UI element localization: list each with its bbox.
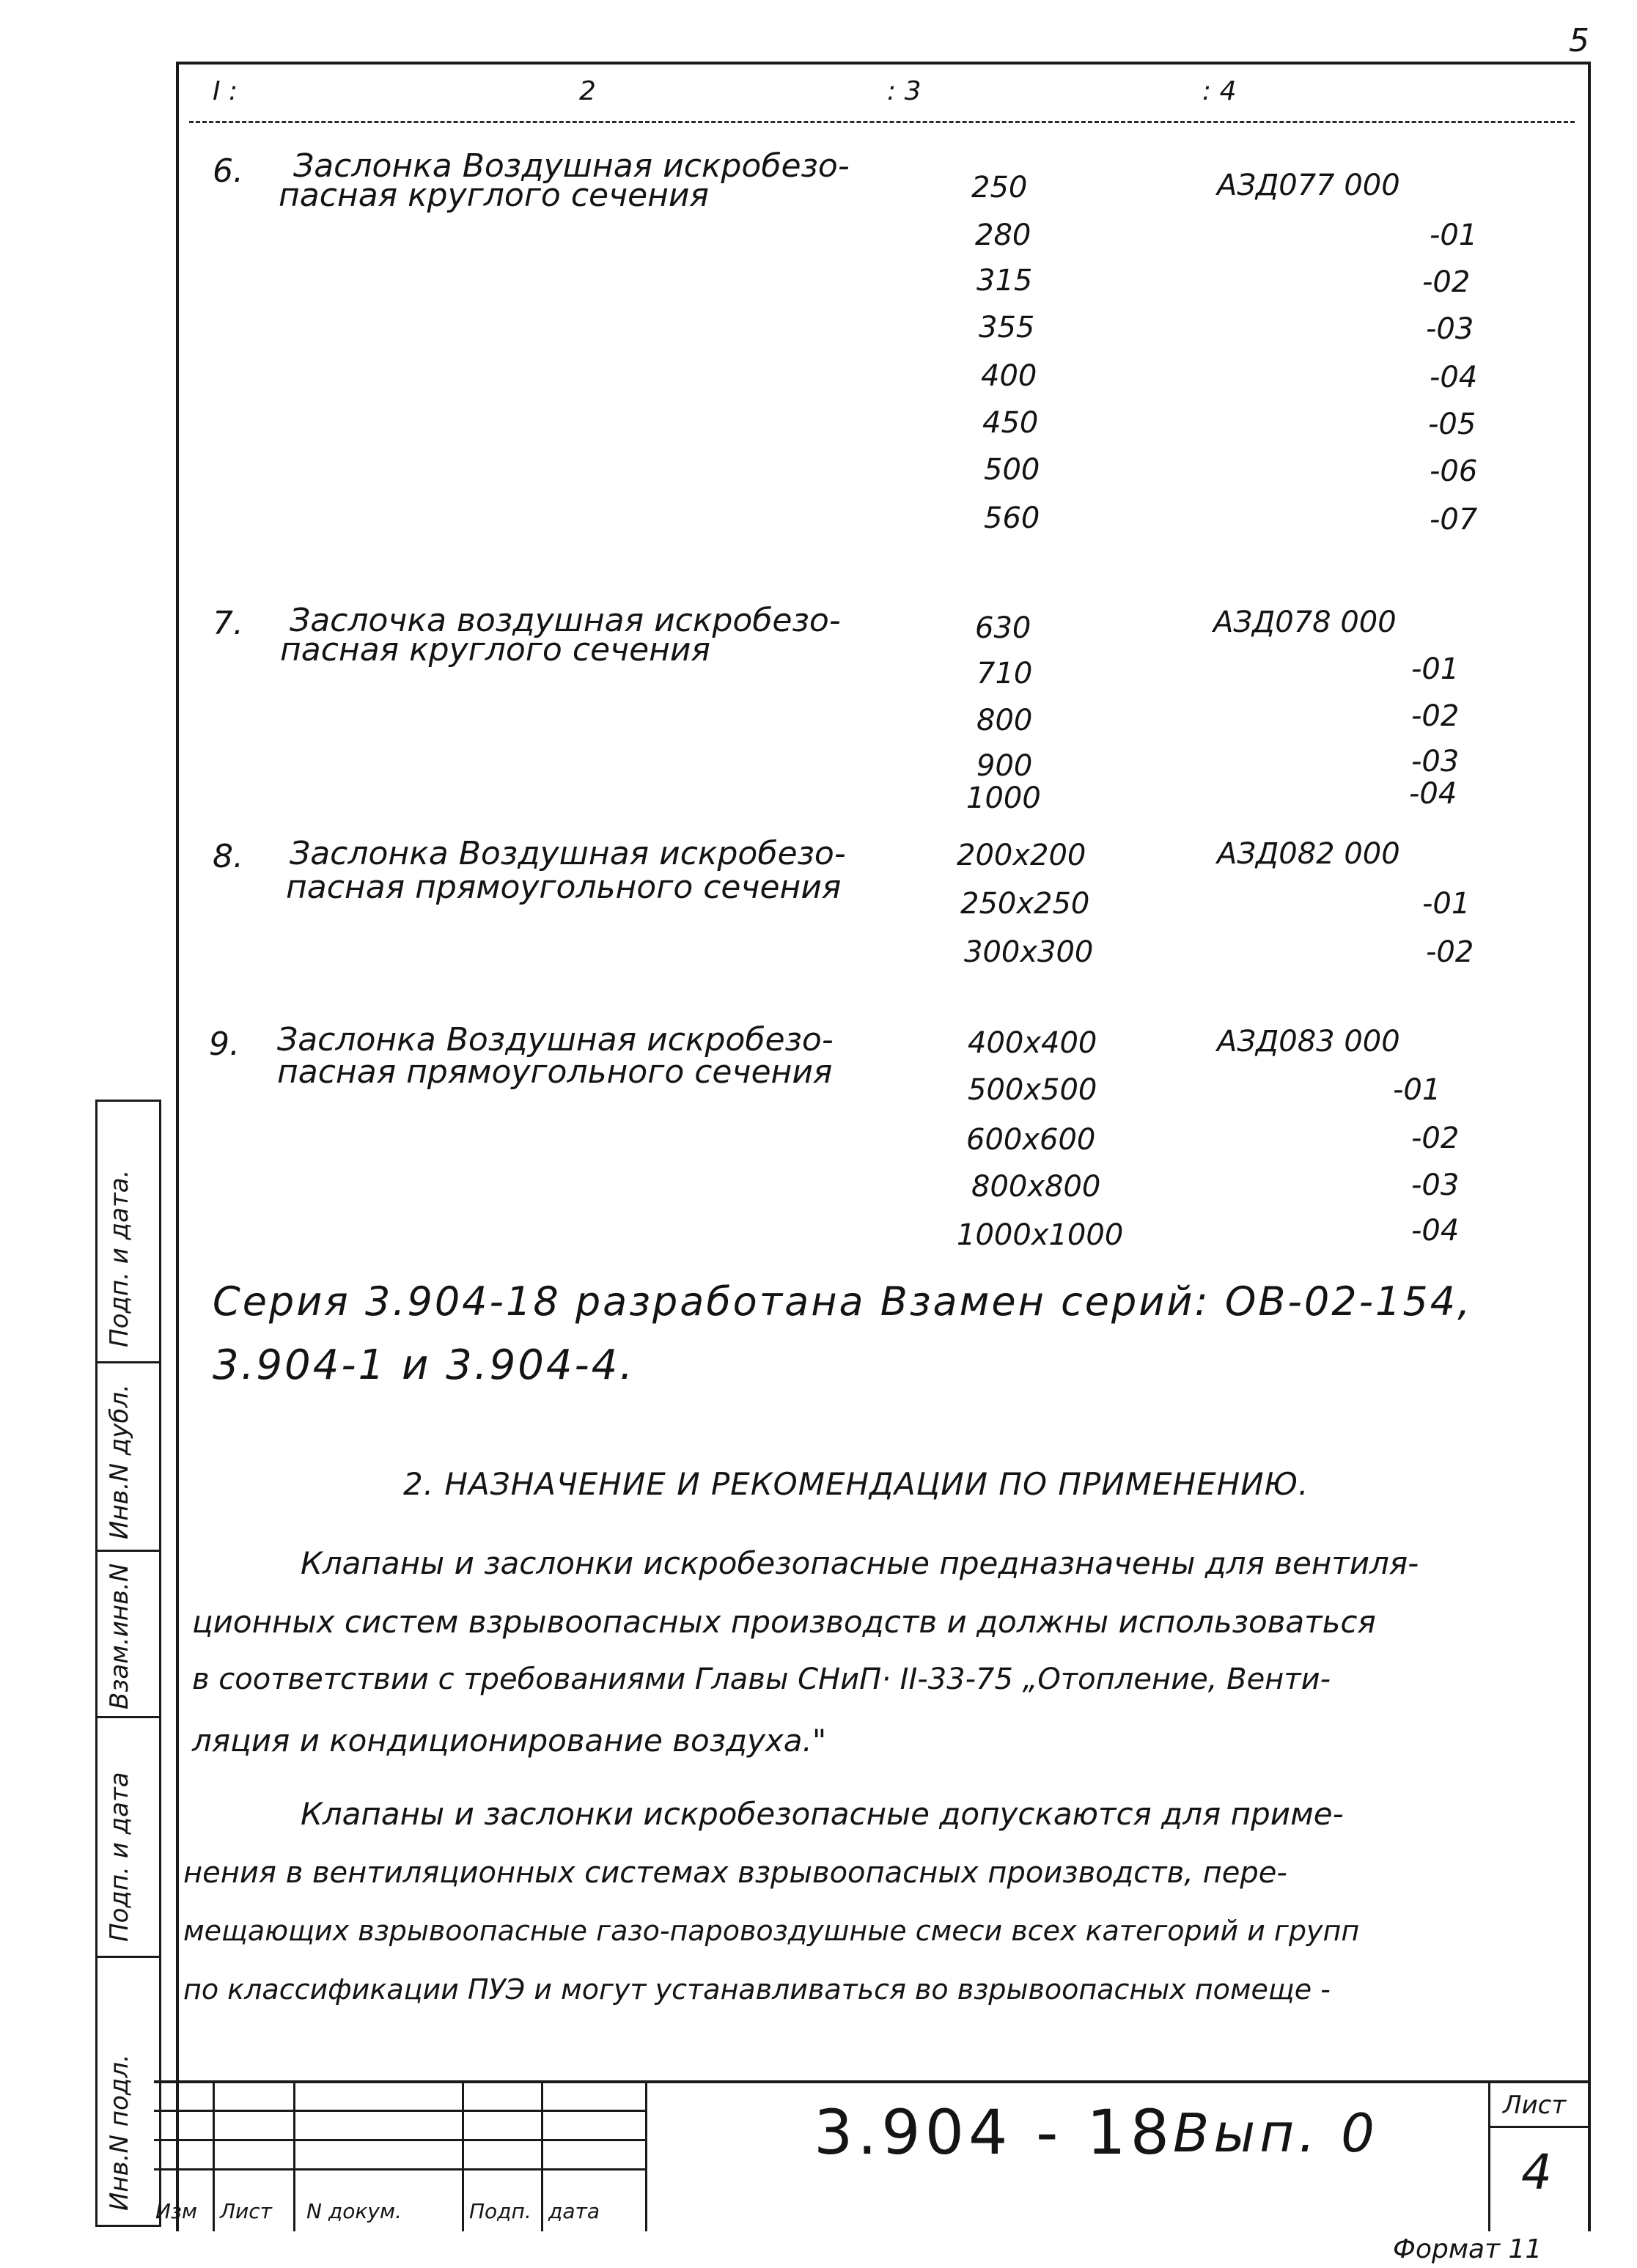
stamp-col-line bbox=[293, 2080, 295, 2231]
item-size: 560 bbox=[984, 501, 1040, 535]
item-size: 600x600 bbox=[966, 1123, 1096, 1157]
item-code: -01 bbox=[1430, 218, 1478, 252]
section-heading: 2. НАЗНАЧЕНИЕ И РЕКОМЕНДАЦИИ ПО ПРИМЕНЕНИЮ. bbox=[403, 1466, 1309, 1502]
stamp-col-line bbox=[213, 2080, 215, 2231]
paragraph-line: мещающих взрывоопасные газо-паровоздушные смеси всех категорий и групп bbox=[183, 1915, 1360, 1947]
paragraph-line: ляция и кондиционирование воздуха." bbox=[192, 1723, 827, 1759]
document-code: 3.904 - 18 bbox=[814, 2096, 1174, 2168]
item-code: -01 bbox=[1411, 652, 1460, 686]
item-title-line2: пасная прямоугольного сечения bbox=[286, 869, 842, 906]
item-code: -04 bbox=[1430, 361, 1478, 394]
item-code: -06 bbox=[1430, 454, 1478, 488]
item-code: -02 bbox=[1411, 699, 1460, 733]
item-title-line2: пасная круглого сечения bbox=[280, 631, 710, 669]
header-col-2: 2 bbox=[579, 76, 596, 106]
item-size: 400 bbox=[981, 359, 1037, 393]
stamp-col-line bbox=[541, 2080, 543, 2231]
item-code: -03 bbox=[1411, 745, 1460, 778]
stamp-col-line bbox=[462, 2080, 464, 2231]
item-size: 710 bbox=[976, 657, 1033, 691]
item-size: 400x400 bbox=[968, 1026, 1097, 1060]
item-code: -03 bbox=[1426, 312, 1474, 346]
item-size: 800x800 bbox=[971, 1170, 1101, 1204]
stamp-label-list: Лист bbox=[220, 2199, 272, 2223]
page-frame bbox=[176, 62, 1591, 2231]
item-title-line1: Заслонка Воздушная искробезо- bbox=[290, 835, 846, 872]
stamp-label-date: дата bbox=[548, 2199, 600, 2223]
paragraph-line: Клапаны и заслонки искробезопасные предназначены для вентиля- bbox=[301, 1545, 1419, 1581]
stamp-row-line bbox=[154, 2110, 645, 2112]
item-number: 6. bbox=[213, 152, 243, 190]
stamp-row-line bbox=[154, 2168, 645, 2171]
item-code: -04 bbox=[1411, 1214, 1460, 1248]
item-size: 250 bbox=[971, 171, 1028, 205]
item-size: 900 bbox=[976, 749, 1033, 783]
item-code: АЗД082 000 bbox=[1217, 837, 1400, 871]
item-code: -02 bbox=[1411, 1122, 1460, 1155]
side-label: Инв.N дубл. bbox=[105, 1384, 134, 1539]
item-size: 250x250 bbox=[960, 887, 1090, 921]
paragraph-line: нения в вентиляционных системах взрывоопасных производств, пере- bbox=[183, 1856, 1287, 1890]
item-size: 800 bbox=[976, 704, 1033, 737]
sheet-number: 4 bbox=[1521, 2144, 1552, 2201]
sheet-label: Лист bbox=[1503, 2091, 1567, 2120]
side-label: Подп. и дата bbox=[105, 1772, 134, 1942]
stamp-col-line bbox=[1488, 2080, 1490, 2231]
side-cell bbox=[95, 1361, 161, 1552]
paragraph-line: ционных систем взрывоопасных производств и должны использоваться bbox=[192, 1604, 1376, 1640]
item-code: АЗД078 000 bbox=[1213, 605, 1397, 639]
side-cell bbox=[95, 1956, 161, 2227]
page-number: 5 bbox=[1569, 22, 1589, 59]
series-line-2: 3.904-1 и 3.904-4. bbox=[213, 1341, 636, 1389]
stamp-row-line bbox=[1488, 2126, 1591, 2128]
document-issue: Вып. 0 bbox=[1173, 2102, 1379, 2164]
item-code: АЗД077 000 bbox=[1217, 169, 1400, 202]
format-label: Формат 11 bbox=[1393, 2234, 1542, 2264]
stamp-col-line bbox=[645, 2080, 647, 2231]
stamp-top-line bbox=[154, 2080, 1591, 2083]
item-code: -04 bbox=[1409, 777, 1457, 811]
header-col-4: : 4 bbox=[1202, 76, 1237, 106]
item-size: 450 bbox=[982, 406, 1039, 440]
item-title-line2: пасная прямоугольного сечения bbox=[277, 1053, 833, 1091]
item-code: -02 bbox=[1426, 935, 1474, 969]
item-size: 1000 bbox=[966, 781, 1041, 815]
header-divider bbox=[189, 121, 1575, 123]
item-code: -05 bbox=[1428, 408, 1476, 441]
side-label: Подп. и дата. bbox=[105, 1169, 134, 1347]
stamp-label-sign: Подп. bbox=[469, 2199, 531, 2223]
side-cell bbox=[95, 1716, 161, 1958]
item-title-line1: Заслочка воздушная искробезо- bbox=[290, 602, 841, 639]
item-size: 355 bbox=[979, 311, 1035, 345]
item-size: 500 bbox=[984, 453, 1040, 487]
item-size: 200x200 bbox=[957, 839, 1086, 872]
item-size: 315 bbox=[976, 264, 1033, 298]
item-number: 7. bbox=[213, 605, 243, 642]
stamp-row-line bbox=[154, 2139, 645, 2141]
paragraph-line: по классификации ПУЭ и могут устанавливаться во взрывоопасных помеще - bbox=[183, 1973, 1331, 2006]
side-cell bbox=[95, 1550, 161, 1718]
paragraph-line: в соответствии с требованиями Главы СНиП· II-33-75 „Отопление, Венти- bbox=[192, 1663, 1331, 1696]
item-code: -02 bbox=[1422, 265, 1471, 299]
item-size: 300x300 bbox=[964, 935, 1094, 969]
item-size: 500x500 bbox=[968, 1073, 1097, 1107]
item-code: -07 bbox=[1430, 503, 1478, 537]
item-size: 630 bbox=[975, 611, 1031, 645]
item-size: 280 bbox=[975, 218, 1031, 252]
item-number: 8. bbox=[213, 838, 243, 875]
stamp-label-izm: Изм bbox=[155, 2199, 197, 2223]
item-code: АЗД083 000 bbox=[1217, 1025, 1400, 1058]
item-code: -01 bbox=[1422, 887, 1471, 921]
stamp-label-doc: N докум. bbox=[306, 2199, 402, 2223]
side-cell bbox=[95, 1100, 161, 1363]
item-code: -01 bbox=[1393, 1073, 1441, 1107]
item-code: -03 bbox=[1411, 1168, 1460, 1202]
header-col-3: : 3 bbox=[887, 76, 921, 106]
side-label: Взам.инв.N bbox=[105, 1563, 134, 1709]
item-title-line2: пасная круглого сечения bbox=[279, 177, 709, 214]
item-number: 9. bbox=[209, 1026, 240, 1063]
paragraph-line: Клапаны и заслонки искробезопасные допускаются для приме- bbox=[301, 1796, 1344, 1832]
item-title-line1: Заслонка Воздушная искробезо- bbox=[277, 1021, 834, 1058]
item-size: 1000x1000 bbox=[957, 1218, 1124, 1252]
side-label: Инв.N подл. bbox=[105, 2054, 134, 2211]
header-col-1: I : bbox=[213, 76, 238, 106]
item-title-line1: Заслонка Воздушная искробезо- bbox=[293, 147, 850, 185]
series-line-1: Серия 3.904-18 разработана Взамен серий: ОВ-02-154, bbox=[213, 1278, 1473, 1325]
